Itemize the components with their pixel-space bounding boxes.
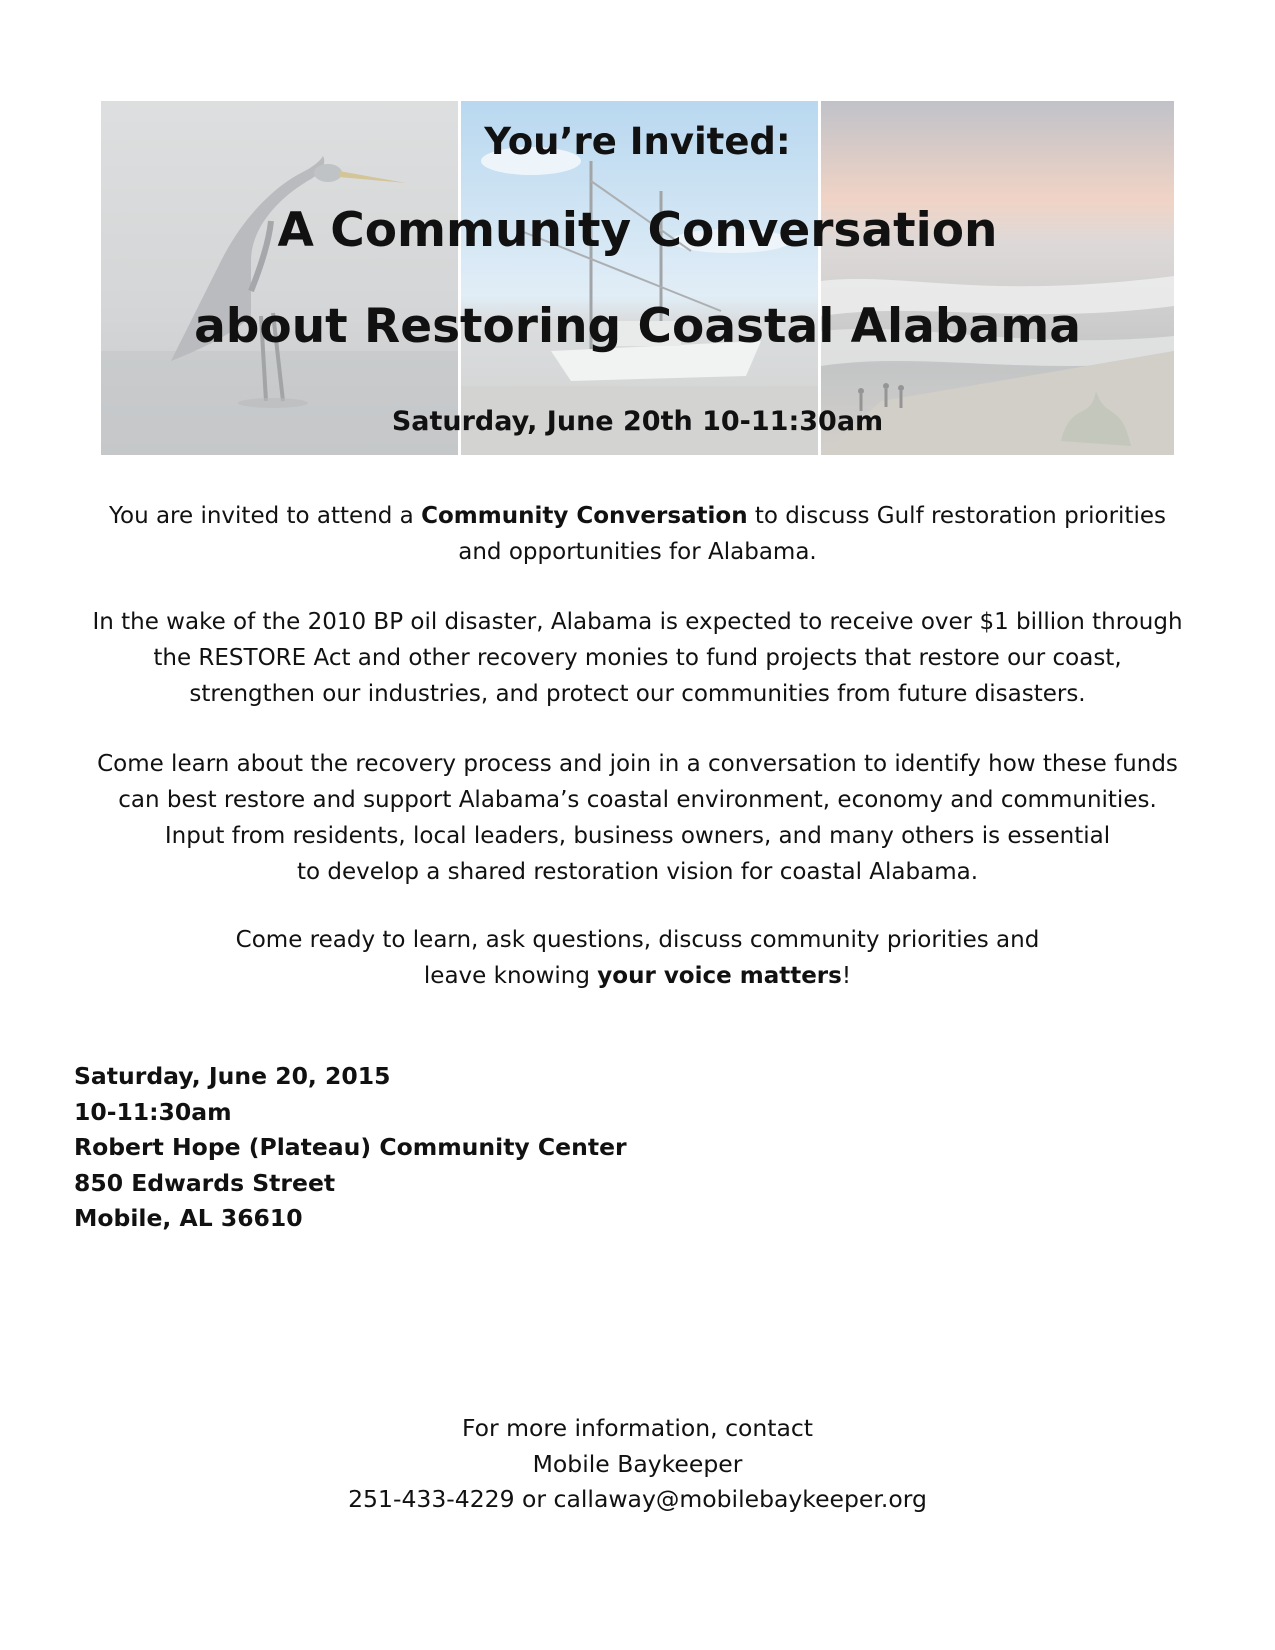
contact-org: Mobile Baykeeper — [532, 1449, 743, 1478]
closing-emphasis: your voice matters — [597, 963, 842, 989]
event-title-line2: about Restoring Coastal Alabama — [194, 299, 1081, 354]
closing-text: leave knowing — [423, 963, 598, 989]
learn-line2: can best restore and support Alabama’s coastal environment, economy and communities. — [118, 787, 1157, 813]
invited-heading: You’re Invited: — [484, 120, 791, 163]
closing-paragraph — [40, 922, 1235, 994]
event-city: Mobile, AL 36610 — [74, 1204, 303, 1232]
event-title-line1: A Community Conversation — [277, 203, 998, 258]
learn-line3: Input from residents, local leaders, business owners, and many others is essential — [164, 823, 1111, 849]
event-date: Saturday, June 20, 2015 — [74, 1062, 391, 1090]
context-paragraph — [40, 604, 1235, 712]
intro-line2: and opportunities for Alabama. — [458, 539, 817, 565]
learn-paragraph — [40, 746, 1235, 890]
learn-line1: Come learn about the recovery process and join in a conversation to identify how these funds — [97, 751, 1178, 777]
event-time: 10-11:30am — [74, 1097, 232, 1126]
event-venue: Robert Hope (Plateau) Community Center — [74, 1133, 627, 1161]
banner-date: Saturday, June 20th 10-11:30am — [391, 406, 884, 437]
contact-info — [40, 1411, 1235, 1518]
intro-text-cont: to discuss Gulf restoration priorities — [747, 503, 1166, 529]
header-banner — [101, 101, 1174, 455]
closing-punct: ! — [841, 963, 852, 989]
learn-line4: to develop a shared restoration vision for coastal Alabama. — [296, 859, 979, 885]
intro-emphasis: Community Conversation — [421, 503, 748, 529]
event-street: 850 Edwards Street — [74, 1168, 336, 1197]
intro-paragraph — [40, 498, 1235, 570]
context-line3: strengthen our industries, and protect our communities from future disasters. — [189, 681, 1086, 707]
intro-text: You are invited to attend a — [109, 503, 422, 529]
contact-phone-email: 251-433-4229 or callaway@mobilebaykeeper.org — [348, 1485, 927, 1513]
contact-intro: For more information, contact — [461, 1414, 814, 1442]
event-details — [74, 1059, 627, 1237]
context-line2: the RESTORE Act and other recovery monies to fund projects that restore our coast, — [153, 645, 1122, 671]
context-line1: In the wake of the 2010 BP oil disaster, Alabama is expected to receive over $1 billion through — [92, 609, 1183, 635]
closing-line1: Come ready to learn, ask questions, discuss community priorities and — [235, 927, 1040, 953]
